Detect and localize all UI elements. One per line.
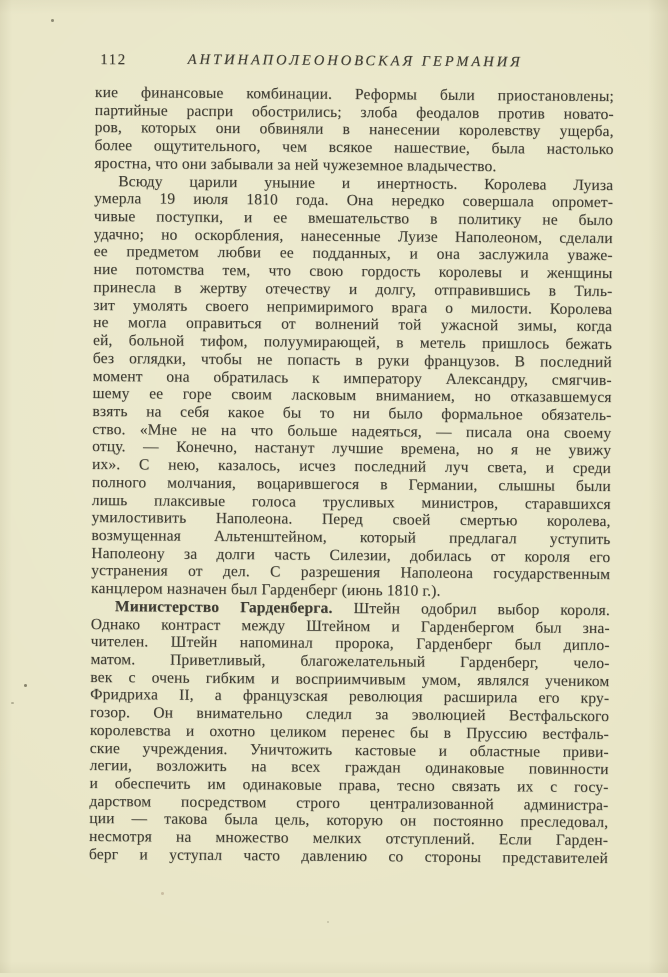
text-line: ство. «Мне не на что больше надеяться, — писала она своему xyxy=(92,420,612,442)
section-lead-in: Министерство Гарденберга. xyxy=(114,597,333,617)
text-line: ции — такова была цель, которую он постоянно преследовал, xyxy=(89,810,609,832)
text-line: удачно; но оскорбления, нанесенные Луизе Наполеоном, сделали xyxy=(93,225,613,247)
ink-speck xyxy=(161,892,164,895)
text-line: дарством посредством строго централизованной администра- xyxy=(89,792,609,814)
text-line: момент она обратилась к императору Александру, смягчив- xyxy=(92,367,612,389)
text-line: ее предметом любви ее подданных, и она заслужила уваже- xyxy=(93,243,613,265)
ink-speck xyxy=(11,702,14,704)
text-line: отцу. — Конечно, настанут лучшие времена, но я не увижу xyxy=(92,438,612,460)
text-line: Всюду царили уныние и инертность. Королева Луиза xyxy=(118,172,614,194)
text-line: берг и уступал часто давлению со стороны представителей xyxy=(88,845,609,867)
text-line: гозор. Он внимательно следил за эволюцией Вестфальского xyxy=(89,704,610,726)
text-line: ей, больной тифом, полуумирающей, в метель пришлось бежать xyxy=(92,332,613,354)
running-title: АНТИНАПОЛЕОНОВСКАЯ ГЕРМАНИЯ xyxy=(187,51,523,71)
text-line: яростна, что они забывали за ней чужеземное владычество. xyxy=(94,154,497,176)
text-line: Однако контраст между Штейном и Гарденбергом был зна- xyxy=(90,615,610,637)
text-line: Министерство Гарденберга. Штейн одобрил выбор короля. xyxy=(114,597,610,619)
text-line: несмотря на множество мелких отступлений. Если Гарден- xyxy=(89,828,609,850)
text-line: умерла 19 июля 1810 года. Она нередко совершала опромет- xyxy=(94,190,614,212)
text-line: возмущенная Альтенштейном, который предлагал уступить xyxy=(91,526,611,549)
ink-speck xyxy=(327,921,329,923)
text-line: матом. Приветливый, благожелательный Гарденберг, чело- xyxy=(90,650,610,673)
text-line: шему ее горе своим ласковым вниманием, но отказавшемуся xyxy=(92,385,612,407)
text-line: легии, возложить на всех граждан одинаковые повинности xyxy=(89,757,609,779)
text-line: их». С нею, казалось, исчез последний луч света, и среди xyxy=(91,456,612,478)
text-line: партийные распри обострились; злоба феодалов против новато- xyxy=(94,101,614,123)
text-line: Фридриха II, а французская революция расширила его кру- xyxy=(90,686,610,708)
text-line: чителен. Штейн напоминал пророка, Гарденберг был дипло- xyxy=(90,633,610,655)
text-line: полного молчания, воцарившегося в Германии, слышны были xyxy=(91,473,611,495)
page-header xyxy=(95,51,615,75)
text-line: устранения от дел. С разрешения Наполеона государственным xyxy=(91,562,611,584)
text-line: чивые поступки, и ее вмешательство в политику не было xyxy=(93,208,614,230)
text-line: королевства и охотно целиком перенес бы в Пруссию вестфаль- xyxy=(89,721,609,743)
text-line: более ощутительного, чем всякое нашествие, была настолько xyxy=(94,137,614,159)
text-line: Наполеону за долги часть Силезии, добилась от короля его xyxy=(91,544,611,566)
text-line: и обеспечить им одинаковые права, тесно связать их с госу- xyxy=(89,774,609,797)
text-line: зит умолять своего непримиримого врага о милости. Королева xyxy=(93,296,613,318)
text-line: канцлером назначен был Гарденберг (июнь 1810 г.). xyxy=(90,580,441,600)
text-block xyxy=(89,84,614,868)
text-line: ские учреждения. Уничтожить кастовые и областные приви- xyxy=(89,739,609,761)
text-line: кие финансовые комбинации. Реформы были приостановлены; xyxy=(94,83,614,106)
text-line: без оглядки, чтобы не попасть в руки французов. В последний xyxy=(92,349,612,371)
text-line: принесла в жертву отечеству и долгу, отправившись в Тиль- xyxy=(93,278,613,300)
text-line: умилостивить Наполеона. Перед своей смертью королева, xyxy=(91,509,611,531)
text-line: ров, которых они обвиняли в нанесении королевству ущерба, xyxy=(94,119,614,141)
ink-speck xyxy=(51,19,54,22)
ink-speck xyxy=(24,684,27,687)
text-line: лишь плаксивые голоса трусливых министров, старавшихся xyxy=(91,491,611,513)
text-line: не могла оправиться от волнений той ужасной зимы, когда xyxy=(93,314,613,336)
page-number: 112 xyxy=(100,52,127,69)
text-line: ние потомства тем, что свою гордость королевы и женщины xyxy=(93,261,613,283)
text-line: взять на себя какое бы то ни было формальное обязатель- xyxy=(92,402,612,424)
text-line: век с очень гибким и восприимчивым умом, являлся учеником xyxy=(90,668,610,690)
